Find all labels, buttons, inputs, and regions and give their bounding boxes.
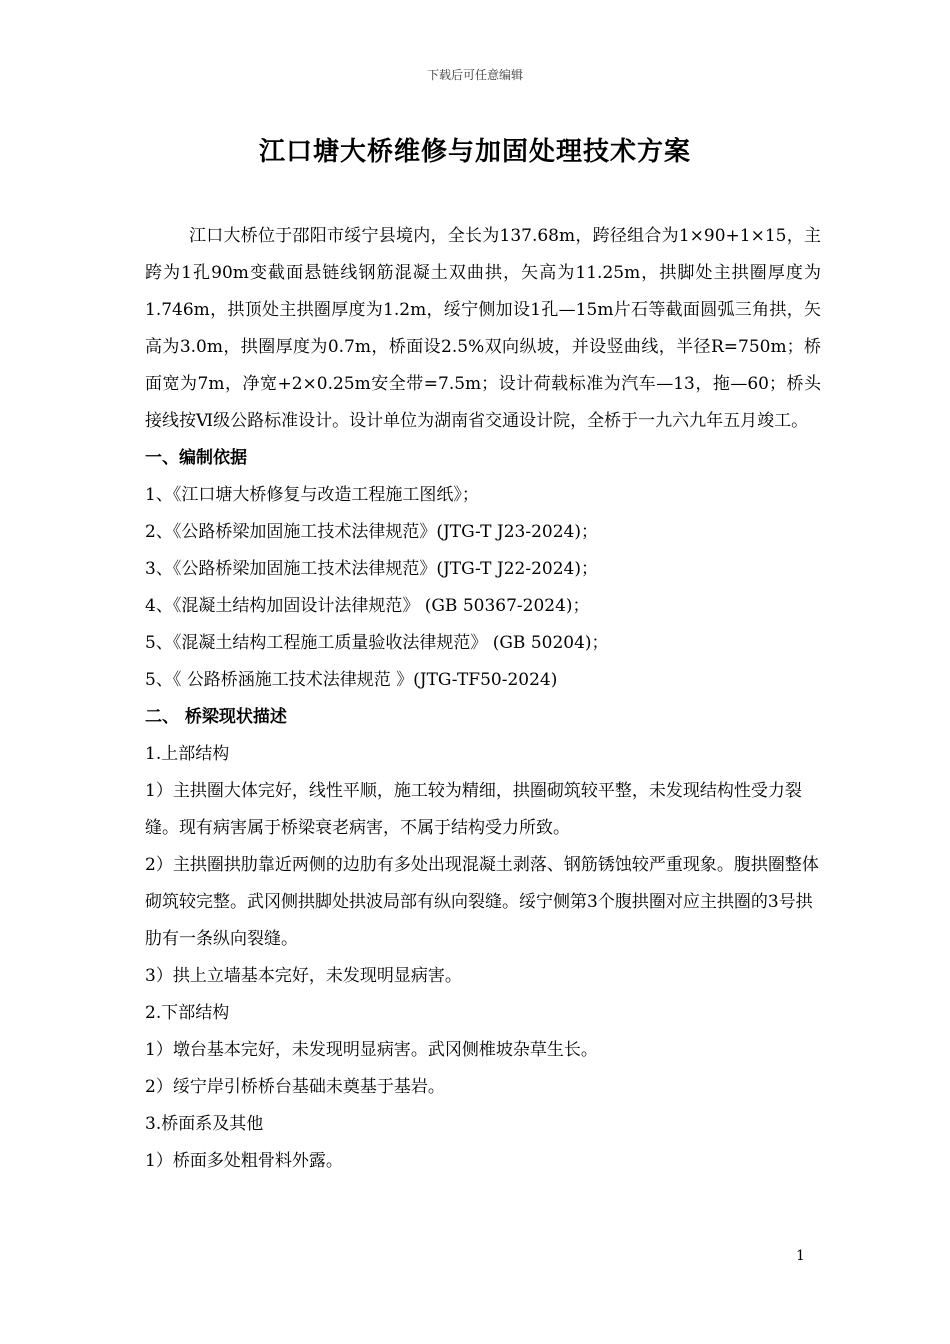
status-item: 1）墩台基本完好，未发现明显病害。武冈侧椎坡杂草生长。 (145, 1040, 598, 1060)
status-item: 1）桥面多处粗骨料外露。 (145, 1151, 343, 1171)
section-heading-basis: 一、编制依据 (145, 448, 247, 468)
page-number: 1 (796, 1248, 805, 1264)
document-body (145, 218, 821, 1180)
status-item: 1）主拱圈大体完好，线性平顺，施工较为精细，拱圈砌筑较平整，未发现结构性受力裂缝。现有病害属于桥梁衰老病害，不属于结构受力所致。 (145, 781, 802, 838)
basis-item: 3、《公路桥梁加固施工技术法律规范》(JTG-T J22-2024)； (145, 559, 598, 579)
basis-item: 2、《公路桥梁加固施工技术法律规范》(JTG-T J23-2024)； (145, 522, 598, 542)
header-note: 下载后可任意编辑 (426, 68, 523, 82)
status-item: 2）绥宁岸引桥桥台基础未奠基于基岩。 (145, 1077, 445, 1097)
status-item: 2）主拱圈拱肋靠近两侧的边肋有多处出现混凝土剥落、钢筋锈蚀较严重现象。腹拱圈整体砌筑较完整。武冈侧拱脚处拱波局部有纵向裂缝。绥宁侧第3个腹拱圈对应主拱圈的3号拱肋有一条纵向裂缝。 (145, 855, 819, 949)
intro-paragraph: 江口大桥位于邵阳市绥宁县境内，全长为137.68m，跨径组合为1×90+1×15，主跨为1孔90m变截面悬链线钢筋混凝土双曲拱，矢高为11.25m，拱脚处主拱圈厚度为1.746m，拱顶处主拱圈厚度为1.2m，绥宁侧加设1孔—15m片石等截面圆弧三角拱，矢高为3.0m，拱圈厚度为0.7m，桥面设2.5%双向纵坡，并设竖曲线，半径R=750m；桥面宽为7m，净宽+2×0.25m安全带=7.5m；设计荷载标准为汽车—13，拖—60；桥头接线按Ⅵ级公路标准设计。设计单位为湖南省交通设计院，全桥于一九六九年五月竣工。 (145, 226, 821, 431)
document-title: 江口塘大桥维修与加固处理技术方案 (258, 137, 691, 167)
basis-item: 1、《江口塘大桥修复与改造工程施工图纸》； (145, 485, 479, 505)
status-item: 3）拱上立墙基本完好，未发现明显病害。 (145, 966, 462, 986)
subsection-title-deck: 3.桥面系及其他 (145, 1114, 264, 1134)
subsection-title-superstructure: 1.上部结构 (145, 744, 230, 764)
basis-item: 5、《 公路桥涵施工技术法律规范 》(JTG-TF50-2024) (145, 670, 558, 690)
subsection-title-substructure: 2.下部结构 (145, 1003, 230, 1023)
basis-item: 4、《混凝土结构加固设计法律规范》 (GB 50367-2024)； (145, 596, 590, 616)
section-heading-status: 二、 桥梁现状描述 (145, 707, 287, 727)
basis-item: 5、《混凝土结构工程施工质量验收法律规范》 (GB 50204)； (145, 633, 609, 653)
